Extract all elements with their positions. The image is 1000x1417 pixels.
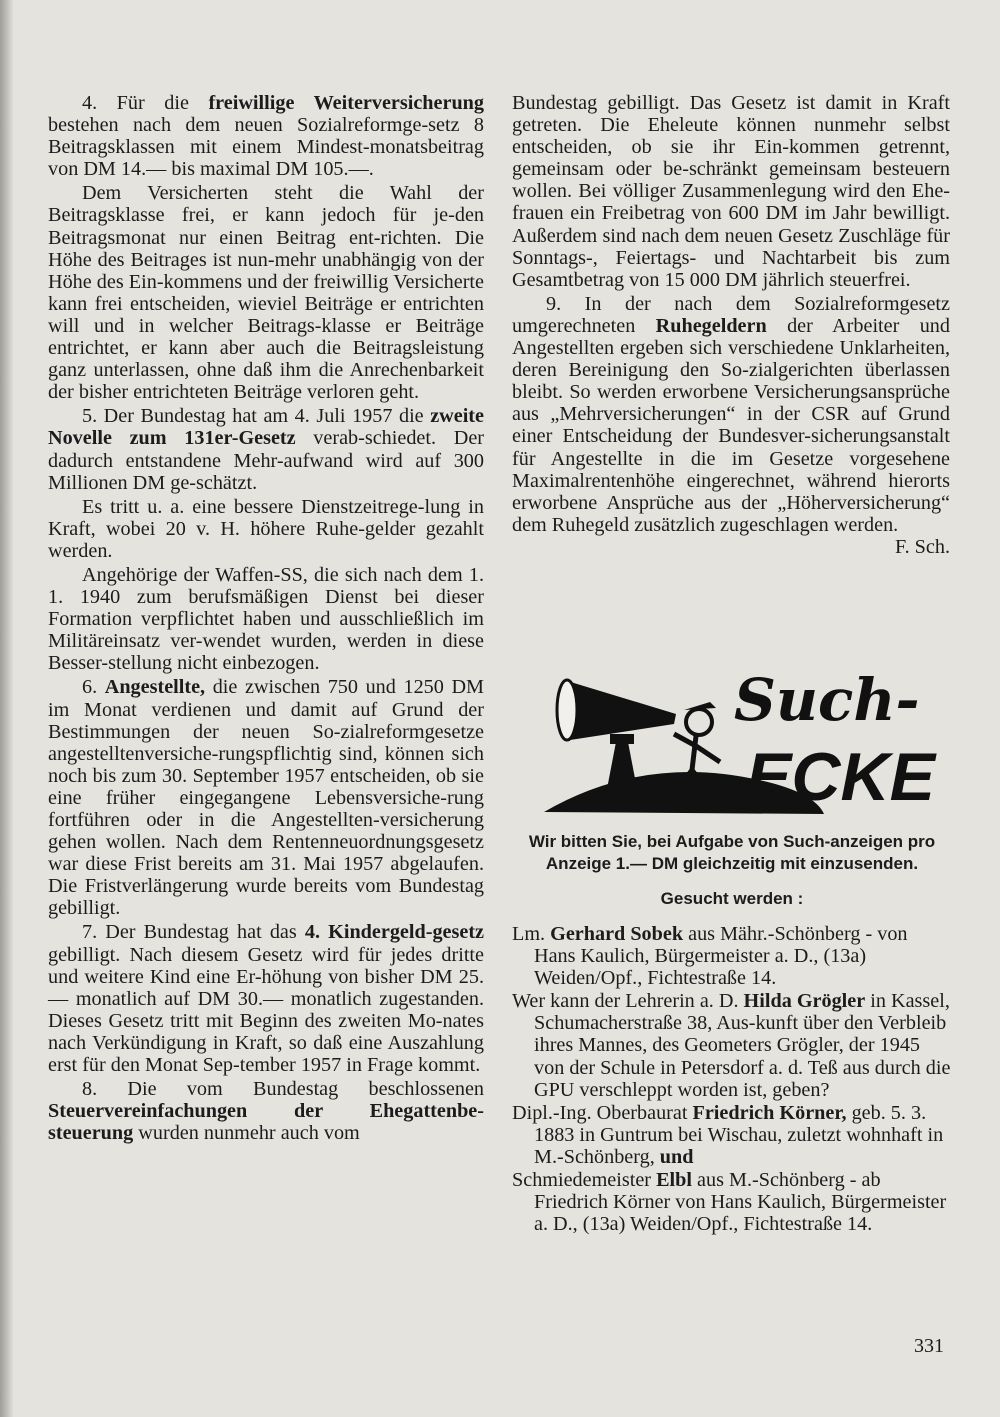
paragraph-8: 8. Die vom Bundestag beschlossenen Steuervereinfachungen der Ehegattenbe-steuerung wurden nunmehr auch vom: [48, 1078, 484, 1145]
left-column: [48, 92, 484, 1146]
search-entry: Schmiedemeister Elbl aus M.-Schönberg - ab Friedrich Körner von Hans Kaulich, Bürgermeister a. D., (13a) Weiden/Opf., Fichtestraße 14.: [512, 1169, 947, 1236]
paragraph-7: 7. Der Bundestag hat das 4. Kindergeld-gesetz gebilligt. Nach diesem Gesetz wird für jedes dritte und weitere Kind eine Er-höhung von bisher DM 25.— monatlich auf DM 30.— monatlich zugestanden. Dieses Gesetz tritt mit Beginn des zweiten Mo-nates nach Verkündigung in Kraft, so daß eine Auszahlung erst für den Monat Sep-tember 1957 in Frage kommt.: [48, 921, 485, 1077]
paragraph-5-continued: Es tritt u. a. eine bessere Dienstzeitrege-lung in Kraft, wobei 20 v. H. höhere Ruhe-gelder gezahlt werden.: [48, 495, 484, 562]
paragraph-4-continued: Dem Versicherten steht die Wahl der Beitragsklasse frei, er kann jedoch für je-den Beitragsmonat nur einen Beitrag ent-richten. Die Höhe des Beitrages ist nun-mehr unabhängig von der Höhe des Ein-kommens und der freiwillig Versicherte kann frei entscheiden, wieviel Beiträge er entrichten will und in welcher Beitrags-klasse er Beiträge entrichtet, er kann aber auch die Beitragsleistung ganz unterlassen, ohne daß ihm die Anrechenbarkeit der bisher entrichteten Beiträge verloren geht.: [48, 182, 484, 404]
paragraph-9: 9. In der nach dem Sozialreformgesetz umgerechneten Ruhegeldern der Arbeiter und Angestellten ergeben sich verschiedene Unklarheiten, deren Bereinigung den So-zialgerichten überlassen bleibt. So werden erworbene Versicherungsansprüche aus „Mehrversicherungen“ in der CSR auf Grund einer Entscheidung der Bundesver-sicherungsanstalt für Angestellte in die im Gesetze vorgesehene Maximalrentenhöhe eingerechnet, während hierorts erworbene Ansprüche aus der „Höherversicherung“ dem Ruhegeld zusätzlich zugeschlagen werden. F. Sch.: [512, 292, 950, 558]
right-column: [512, 92, 950, 558]
paragraph-6: 6. Angestellte, die zwischen 750 und 1250 DM im Monat verdienen und damit auf Grund der Bestimmungen der neuen So-zialreformgesetze angestelltenversiche-rungspflichtig sind, können sich noch bis zum 30. September 1957 entscheiden, ob sie eine früher eingegangene Lebensversiche-rung fortführen oder in die Angestellten-versicherung gehen wollen. Nach dem Rentenneuordnungsgesetz war diese Frist bereits am 31. Mai 1957 abgelaufen. Die Fristverlängerung wurde bereits vom Bundestag gebilligt.: [48, 676, 484, 920]
paragraph-8-continued: Bundestag gebilligt. Das Gesetz ist damit in Kraft getreten. Die Eheleute können nunmehr selbst entscheiden, ob sie ihr Ein-kommen getrennt, gemeinsam oder be-schränkt gemeinsam besteuern wollen. Bei völliger Zusammenlegung wird den Ehe-frauen ein Freibetrag von 600 DM im Jahr bewilligt. Außerdem sind nach dem neuen Gesetz Zuschläge für Sonntags-, Feiertags- und Nachtarbeit bis zum Gesamtbetrag von 15 000 DM jährlich steuerfrei.: [512, 92, 950, 291]
logo-such-text: Such-: [734, 666, 920, 734]
logo-ecke-text: ECKE: [746, 739, 935, 815]
search-entry: Dipl.-Ing. Oberbaurat Friedrich Körner, geb. 5. 3. 1883 in Guntrum bei Wischau, zuletzt wohnhaft in M.-Schönberg, und: [512, 1101, 944, 1168]
page-edge-shadow: [0, 0, 14, 1417]
ad-heading: Gesucht werden :: [660, 889, 804, 908]
author-signature: F. Sch.: [894, 535, 950, 558]
search-corner-logo: [524, 662, 954, 827]
man-icon: [686, 709, 712, 735]
search-corner: [512, 662, 952, 1236]
paragraph-5-waffen-ss: Angehörige der Waffen-SS, die sich nach dem 1. 1. 1940 zum berufsmäßigen Dienst bei dieser Formation verpflichtet haben und ausschließlich im Militäreinsatz ver-wendet wurden, werden in diese Besser-stellung nicht einbezogen.: [48, 563, 484, 675]
ad-fee-notice: Wir bitten Sie, bei Aufgabe von Such-anzeigen pro Anzeige 1.— DM gleichzeitig mit einzusenden.: [528, 832, 936, 873]
search-entry: Wer kann der Lehrerin a. D. Hilda Grögler in Kassel, Schumacherstraße 38, Aus-kunft über den Verbleib ihres Mannes, des Geometers Grögler, der 1945 von der Schule in Petersdorf a. d. Teß aus durch die GPU verschleppt worden ist, geben?: [512, 990, 951, 1101]
paragraph-4: 4. Für die freiwillige Weiterversicherung bestehen nach dem neuen Sozialreformge-setz 8 Beitragsklassen mit einem Mindest-monatsbeitrag von DM 14.— bis maximal DM 105.—.: [48, 92, 484, 181]
page-number: 331: [914, 1335, 944, 1357]
search-entry: Lm. Gerhard Sobek aus Mähr.-Schönberg - von Hans Kaulich, Bürgermeister a. D., (13a) Weiden/Opf., Fichtestraße 14.: [512, 923, 908, 990]
paragraph-5: 5. Der Bundestag hat am 4. Juli 1957 die zweite Novelle zum 131er-Gesetz verab-schiedet. Der dadurch entstandene Mehr-aufwand wird auf 300 Millionen DM ge-schätzt.: [48, 405, 484, 494]
tower-icon: [606, 742, 638, 794]
